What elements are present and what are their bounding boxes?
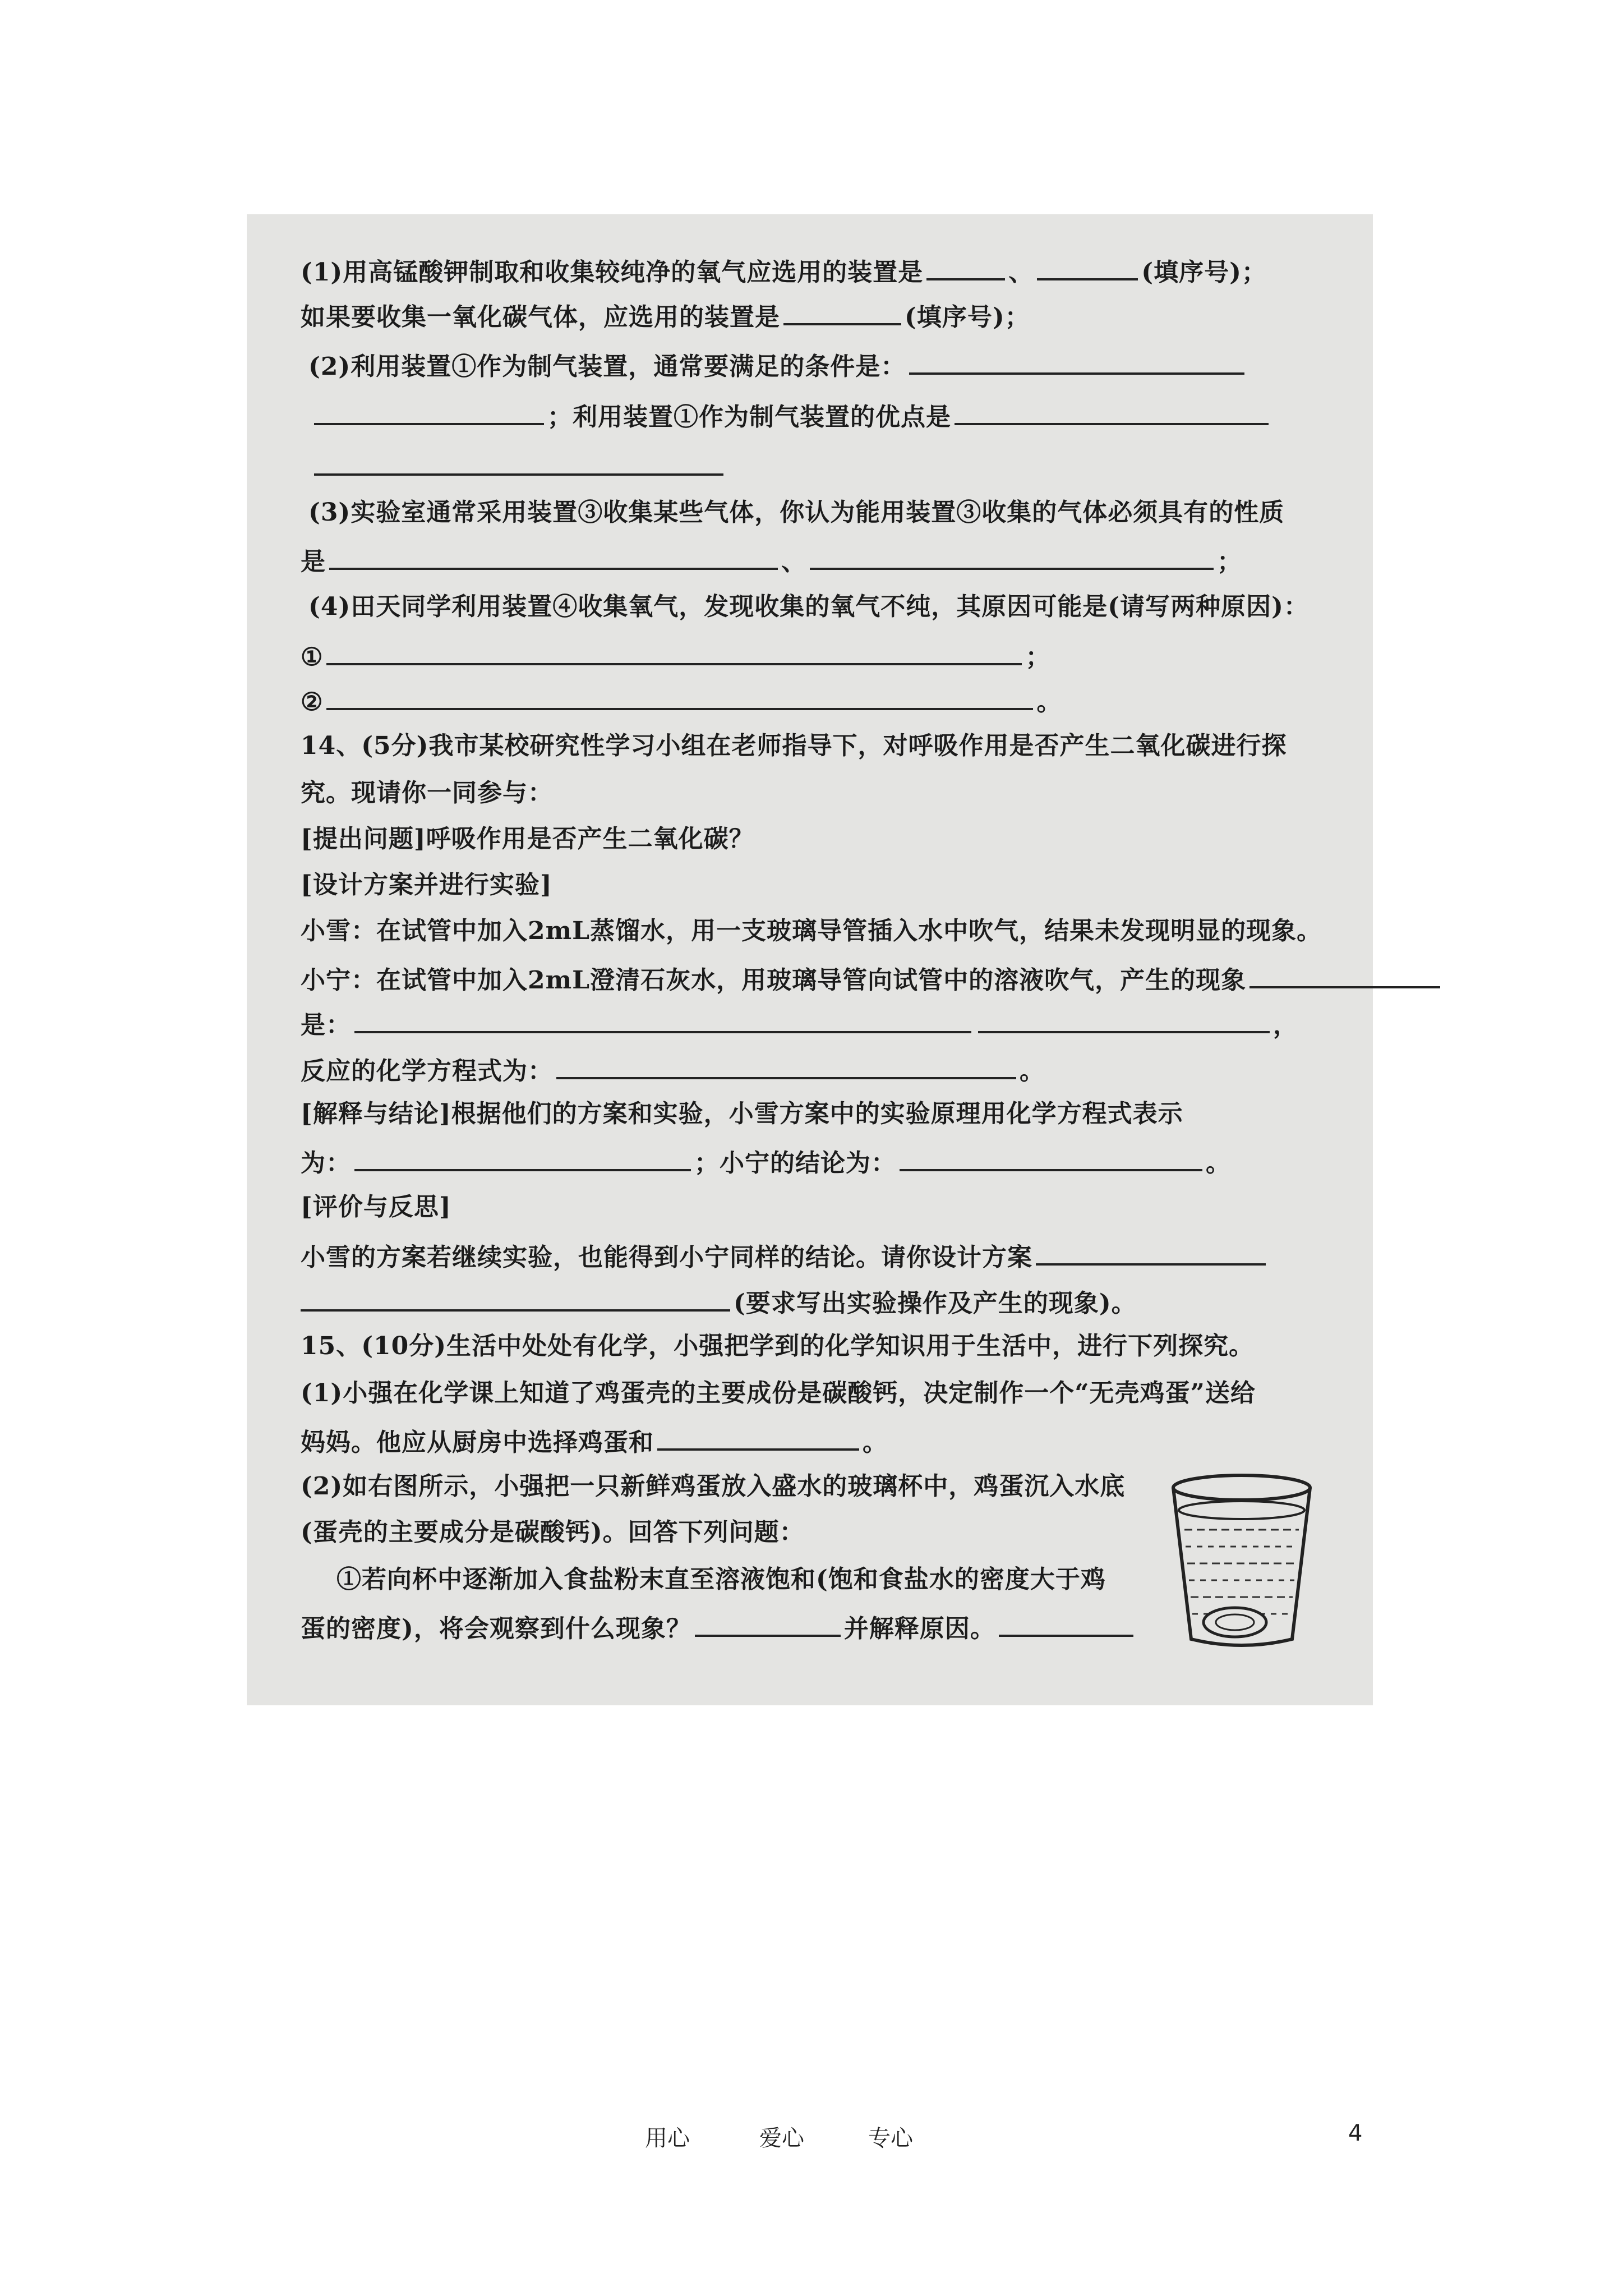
footer-motto-3: 专心 [868,2125,913,2151]
line-text: 小宁：在试管中加入2mL澄清石灰水，用玻璃导管向试管中的溶液吹气，产生的现象 [301,966,1247,995]
line-text: (4)田天同学利用装置④收集氧气，发现收集的氧气不纯，其原因可能是(请写两种原因)： [308,592,1309,621]
line-separator: 、 [1008,258,1034,287]
line-text: 蛋的密度)，将会观察到什么现象？ [301,1614,691,1643]
answer-blank[interactable] [1249,961,1440,988]
line-text-end: ； [1217,547,1242,576]
answer-blank[interactable] [978,1006,1270,1033]
line-text-end: 。 [863,1428,888,1457]
line-text: (3)实验室通常采用装置③收集某些气体，你认为能用装置③收集的气体必须具有的性质 [308,498,1285,527]
page-number: 4 [1348,2120,1363,2146]
line-text: ；利用装置①作为制气装置的优点是 [547,403,951,431]
line-text: (2)如右图所示，小强把一只新鲜鸡蛋放入盛水的玻璃杯中，鸡蛋沉入水底 [301,1472,1126,1501]
text-line [301,1006,1298,1041]
line-text: ② [301,688,324,716]
answer-blank[interactable] [657,1424,859,1451]
line-text: 14、(5分)我市某校研究性学习小组在老师指导下，对呼吸作用是否产生二氧化碳进行探 [301,731,1287,760]
footer-motto-2: 爱心 [759,2125,804,2151]
answer-blank[interactable] [909,348,1244,375]
text-line [301,1517,805,1548]
line-text-end: 。 [1036,688,1062,716]
text-line [301,1144,1231,1179]
line-text: (蛋壳的主要成分是碳酸钙)。回答下列问题： [301,1518,805,1547]
text-line [301,1424,888,1458]
text-line [308,591,1309,623]
answer-blank[interactable] [329,543,778,570]
answer-blank[interactable] [326,638,1022,665]
text-line [301,915,1322,947]
text-line [301,1052,1045,1087]
line-text: 小雪：在试管中加入2mL蒸馏水，用一支玻璃导管插入水中吹气，结果未发现明显的现象。 [301,917,1322,945]
line-text: [设计方案并进行实验] [301,871,552,899]
line-text: ①若向杯中逐渐加入食盐粉末直至溶液饱和(饱和食盐水的密度大于鸡 [336,1565,1106,1594]
line-text: 小雪的方案若继续实验，也能得到小宁同样的结论。请你设计方案 [301,1243,1032,1272]
text-line [301,1191,451,1223]
text-line [301,683,1062,718]
text-line [301,1239,1269,1273]
line-text: ① [301,643,324,671]
line-text: 为： [301,1149,351,1177]
line-text-end: (要求写出实验操作及产生的现象)。 [734,1289,1137,1318]
line-text: (1)用高锰酸钾制取和收集较纯净的氧气应选用的装置是 [301,258,924,287]
line-text: 是 [301,547,326,576]
answer-blank[interactable] [955,398,1269,425]
text-line [301,823,754,855]
text-line [301,869,552,901]
line-text: (1)小强在化学课上知道了鸡蛋壳的主要成份是碳酸钙，决定制作一个“无壳鸡蛋”送给 [301,1379,1256,1407]
answer-blank[interactable] [354,1006,971,1033]
text-line [301,543,1242,578]
line-text: 如果要收集一氧化碳气体，应选用的装置是 [301,303,780,332]
answer-blank[interactable] [314,449,723,476]
answer-blank[interactable] [1037,254,1138,280]
line-text: 妈妈。他应从厨房中选择鸡蛋和 [301,1428,654,1457]
line-text: [解释与结论]根据他们的方案和实验，小雪方案中的实验原理用化学方程式表示 [301,1099,1183,1128]
line-text: [评价与反思] [301,1193,451,1221]
line-text: 究。现请你一同参与： [301,779,553,807]
text-line [308,497,1284,528]
line-text: (2)利用装置①作为制气装置，通常要满足的条件是： [308,352,906,381]
text-line [301,1471,1125,1502]
answer-blank[interactable] [556,1052,1016,1079]
text-line [301,730,1287,762]
answer-blank[interactable] [783,298,901,325]
line-text: 是： [301,1011,351,1039]
answer-blank[interactable] [314,398,544,425]
text-line [301,638,1050,673]
answer-blank[interactable] [695,1610,841,1637]
answer-blank[interactable] [1036,1239,1266,1266]
line-text-end: ， [1273,1011,1298,1039]
answer-blank[interactable] [326,683,1033,710]
scanned-page [247,214,1373,1705]
line-text-end: ； [1025,643,1051,671]
line-text-end: (填序号)； [905,303,1030,332]
text-line [301,254,1267,288]
text-line [314,398,1272,433]
line-text: 并解释原因。 [843,1614,995,1643]
answer-blank[interactable] [354,1144,691,1171]
answer-blank[interactable] [301,1285,730,1312]
answer-blank[interactable] [810,543,1214,570]
text-line [301,961,1444,996]
answer-blank[interactable] [900,1144,1202,1171]
text-line [301,1610,1137,1645]
line-text-end: (填序号)； [1141,258,1267,287]
text-line [301,1331,1254,1362]
line-separator: 、 [781,547,806,576]
text-line [301,1378,1256,1409]
text-line [308,348,1248,383]
answer-blank[interactable] [926,254,1005,280]
glass-cup-egg-illustration [1169,1471,1315,1650]
text-line [314,449,727,484]
text-line [336,1564,1106,1595]
line-text: [提出问题]呼吸作用是否产生二氧化碳？ [301,825,754,853]
text-line [301,298,1030,333]
text-line [301,1285,1137,1319]
text-line [301,1098,1183,1130]
line-text-end: 。 [1206,1149,1231,1177]
line-text: ；小宁的结论为： [694,1149,896,1177]
line-text-end: 。 [1020,1057,1045,1085]
answer-blank[interactable] [999,1610,1133,1637]
footer-motto-1: 用心 [645,2125,690,2151]
line-text: 15、(10分)生活中处处有化学，小强把学到的化学知识用于生活中，进行下列探究。 [301,1332,1255,1360]
line-text: 反应的化学方程式为： [301,1057,553,1085]
text-line [301,777,553,809]
